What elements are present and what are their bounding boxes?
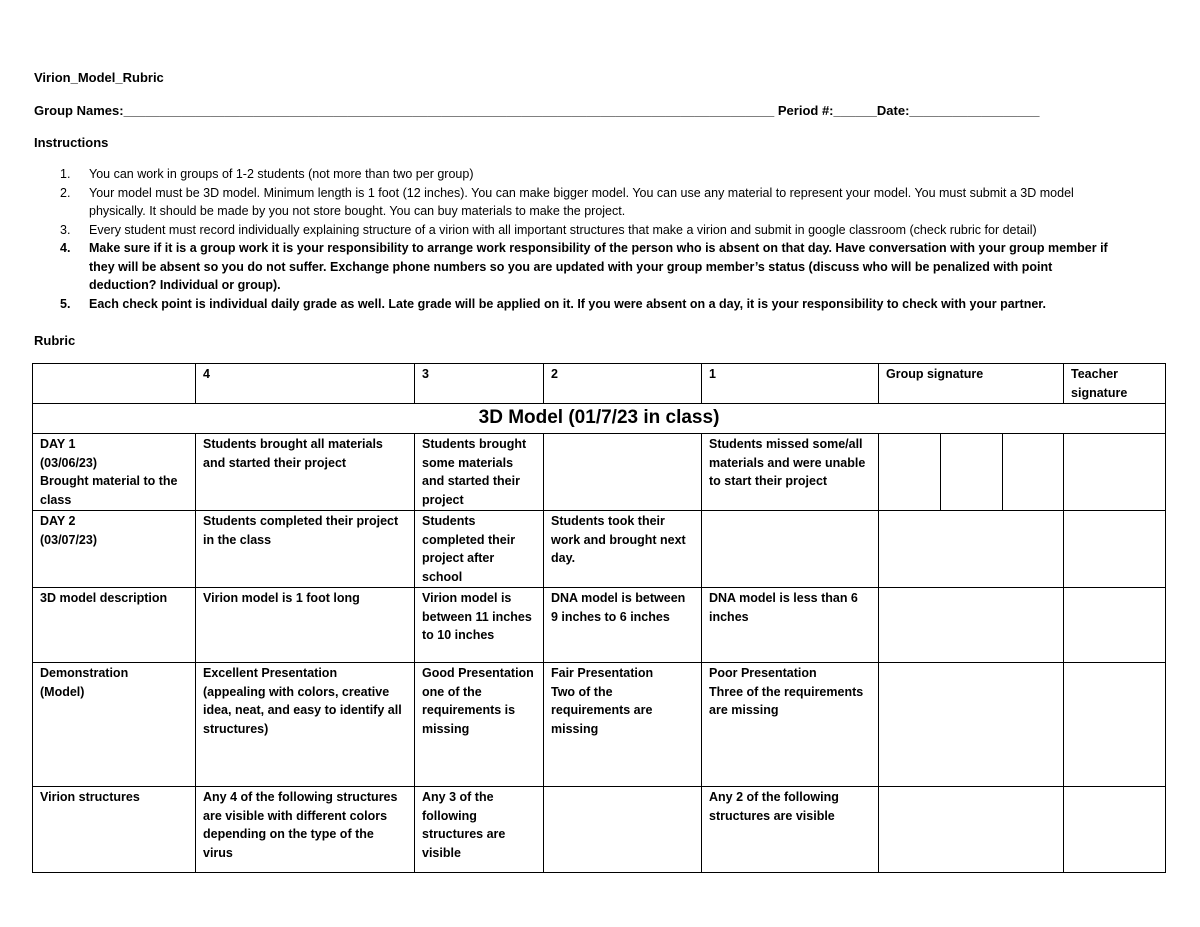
score-2-cell: Students took their work and brought next day. <box>544 511 702 588</box>
instruction-item <box>60 239 1118 295</box>
score-4-cell: Excellent Presentation (appealing with colors, creative idea, neat, and easy to identify all structures) <box>196 663 415 787</box>
header-cell: 1 <box>702 364 879 404</box>
score-4-cell: Virion model is 1 foot long <box>196 588 415 663</box>
score-3-cell: Good Presentation one of the requirements is missing <box>415 663 544 787</box>
instruction-text: You can work in groups of 1-2 students (not more than two per group) <box>89 167 474 181</box>
group-signature-cell[interactable] <box>879 787 1064 873</box>
criterion-cell: Virion structures <box>33 787 196 873</box>
teacher-signature-cell[interactable] <box>1064 434 1166 511</box>
instruction-item <box>60 295 1118 314</box>
instruction-text: Your model must be 3D model. Minimum length is 1 foot (12 inches). You can make bigger model. You can use any material to represent your model. You must submit a 3D model physically. It should be made by you not store bought. You can buy materials to make the project. <box>89 185 1074 218</box>
teacher-signature-cell[interactable] <box>1064 663 1166 787</box>
score-3-cell: Virion model is between 11 inches to 10 inches <box>415 588 544 663</box>
header-cell-teacher-signature: Teacher signature <box>1064 364 1166 404</box>
teacher-signature-cell[interactable] <box>1064 787 1166 873</box>
score-3-cell: Any 3 of the following structures are visible <box>415 787 544 873</box>
header-cell-group-signature: Group signature <box>879 364 1064 404</box>
document-title: Virion_Model_Rubric <box>34 70 164 85</box>
score-1-cell <box>702 511 879 588</box>
score-2-cell <box>544 434 702 511</box>
instruction-number: 1. <box>60 167 71 181</box>
instruction-text: Make sure if it is a group work it is your responsibility to arrange work responsibility of the person who is absent on that day. Have conversation with your group member if they will be absent so you do not suffer. Exchange phone numbers so you are updated with your group member’s status (discuss who will be penalized with point deduction? Individual or group). <box>89 241 1108 292</box>
score-3-cell: Students brought some materials and started their project <box>415 434 544 511</box>
instruction-item <box>60 184 1118 221</box>
table-header-row <box>33 364 1166 404</box>
score-2-cell <box>544 787 702 873</box>
group-signature-cell[interactable] <box>879 588 1064 663</box>
instruction-number: 4. <box>60 241 71 255</box>
score-1-cell: Any 2 of the following structures are visible <box>702 787 879 873</box>
teacher-signature-cell[interactable] <box>1064 588 1166 663</box>
instruction-item <box>60 165 1118 184</box>
instruction-item <box>60 221 1118 240</box>
table-row <box>33 787 1166 873</box>
instructions-list <box>60 165 1118 313</box>
criterion-cell: Demonstration (Model) <box>33 663 196 787</box>
score-1-cell: Students missed some/all materials and were unable to start their project <box>702 434 879 511</box>
header-cell: 2 <box>544 364 702 404</box>
score-2-cell: DNA model is between 9 inches to 6 inches <box>544 588 702 663</box>
table-row <box>33 588 1166 663</box>
score-4-cell: Any 4 of the following structures are visible with different colors depending on the type of the virus <box>196 787 415 873</box>
score-1-cell: Poor Presentation Three of the requirements are missing <box>702 663 879 787</box>
section-title-row <box>33 404 1166 434</box>
group-signature-cell[interactable] <box>879 663 1064 787</box>
instruction-number: 3. <box>60 222 71 237</box>
score-2-cell: Fair Presentation Two of the requirements are missing <box>544 663 702 787</box>
group-signature-cell[interactable] <box>879 511 1064 588</box>
rubric-label: Rubric <box>34 333 76 348</box>
group-signature-cell[interactable] <box>941 434 1003 511</box>
header-cell: 3 <box>415 364 544 404</box>
score-4-cell: Students completed their project in the class <box>196 511 415 588</box>
criterion-cell: DAY 2 (03/07/23) <box>33 511 196 588</box>
header-cell: 4 <box>196 364 415 404</box>
criterion-cell: 3D model description <box>33 588 196 663</box>
instruction-text: Each check point is individual daily grade as well. Late grade will be applied on it. If you were absent on a day, it is your responsibility to check with your partner. <box>89 296 1046 311</box>
rubric-table <box>32 363 1166 873</box>
group-signature-cell[interactable] <box>1003 434 1064 511</box>
group-period-date-line: Group Names:__________________________________________________________________________________________ Period #:______Date:__________________ <box>34 103 1040 118</box>
group-signature-cell[interactable] <box>879 434 941 511</box>
section-title: 3D Model (01/7/23 in class) <box>33 404 1166 434</box>
score-1-cell: DNA model is less than 6 inches <box>702 588 879 663</box>
table-row <box>33 511 1166 588</box>
instructions-heading: Instructions <box>34 135 109 150</box>
instruction-number: 5. <box>60 296 71 311</box>
criterion-cell: DAY 1 (03/06/23) Brought material to the class <box>33 434 196 511</box>
instruction-text: Every student must record individually explaining structure of a virion with all important structures that make a virion and submit in google classroom (check rubric for detail) <box>89 222 1037 237</box>
table-row <box>33 434 1166 511</box>
teacher-signature-cell[interactable] <box>1064 511 1166 588</box>
table-row <box>33 663 1166 787</box>
score-4-cell: Students brought all materials and started their project <box>196 434 415 511</box>
score-3-cell: Students completed their project after school <box>415 511 544 588</box>
instruction-number: 2. <box>60 185 71 200</box>
header-cell <box>33 364 196 404</box>
